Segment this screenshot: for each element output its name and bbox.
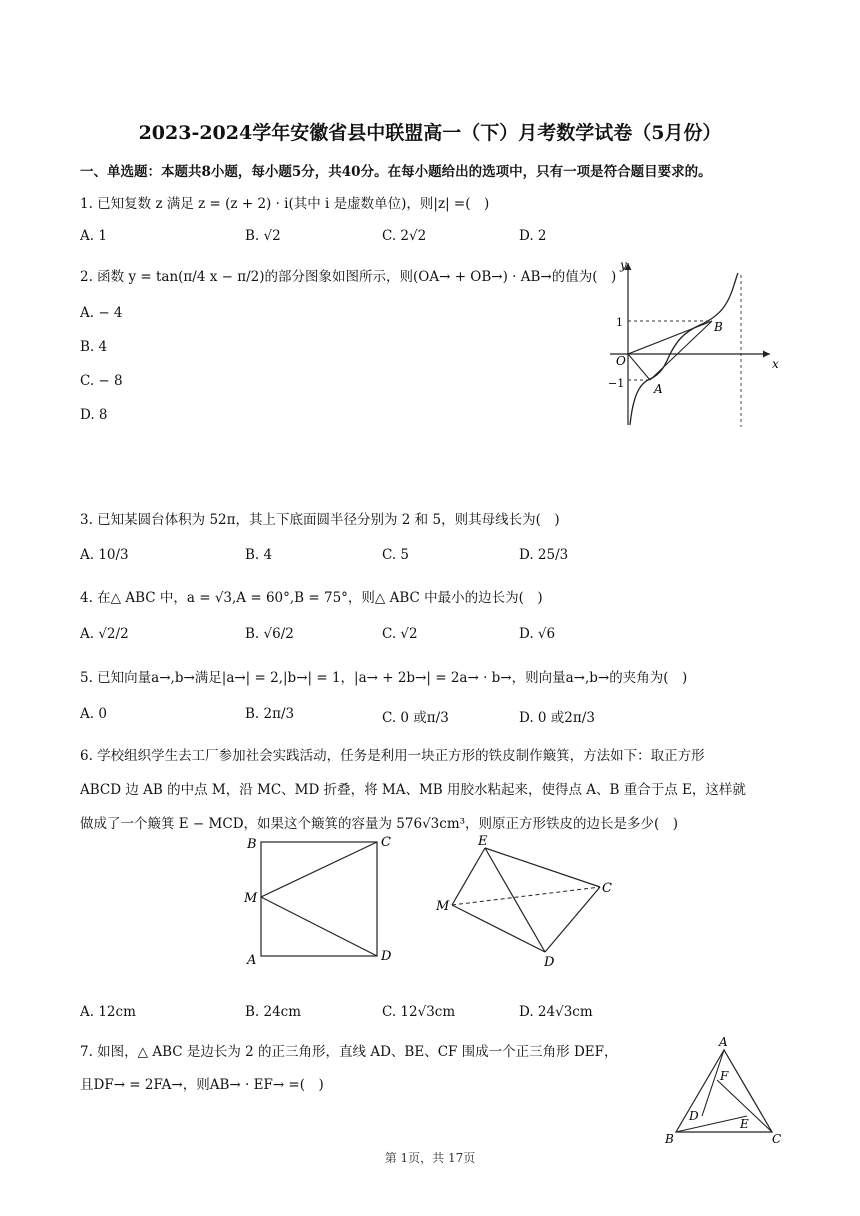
q5-option-d: D. 0 或2π/3 <box>519 710 595 726</box>
edge-mc-hidden <box>452 887 600 905</box>
tan-graph-figure <box>600 255 785 430</box>
q1-option-c: C. 2√2 <box>382 228 427 244</box>
q2-option-c: C. − 8 <box>80 373 123 389</box>
page-footer: 第 1页，共 17页 <box>384 1151 476 1165</box>
question-6-stem-line3: 做成了一个簸箕 E − MCD，如果这个簸箕的容量为 576√3cm³，则原正方形铁皮的边长是多少( ) <box>80 816 679 832</box>
tri-label-a: A <box>719 1035 728 1049</box>
point-b-label: B <box>714 320 723 334</box>
segment-ab <box>650 321 712 380</box>
pyramid-label-m: M <box>436 899 450 914</box>
square-abcd <box>261 842 377 956</box>
question-3-stem: 3. 已知某圆台体积为 52π，其上下底面圆半径分别为 2 和 5，则其母线长为( ) <box>80 512 560 528</box>
question-7-stem-line2: 且DF→ = 2FA→，则AB→ · EF→ =( ) <box>80 1077 324 1093</box>
pyramid-label-c: C <box>602 881 612 896</box>
q3-option-a: A. 10/3 <box>80 547 129 563</box>
origin-label: O <box>616 354 626 368</box>
q1-option-d: D. 2 <box>519 228 547 244</box>
question-5-stem: 5. 已知向量a→,b→满足|a→| = 2,|b→| = 1，|a→ + 2b→| = 2a→ · b→，则向量a→,b→的夹角为( ) <box>80 670 688 686</box>
question-7-stem-line1: 7. 如图，△ ABC 是边长为 2 的正三角形，直线 AD、BE、CF 围成一个正三角形 DEF， <box>80 1044 618 1060</box>
segment-md <box>261 897 377 956</box>
tan-curve <box>630 273 738 425</box>
q2-option-d: D. 8 <box>80 407 108 423</box>
pyramid-label-e: E <box>478 834 488 849</box>
line-be <box>676 1116 747 1132</box>
q1-option-b: B. √2 <box>245 228 281 244</box>
tri-label-e: E <box>740 1117 749 1131</box>
y-axis-label: y <box>620 258 627 272</box>
q4-option-a: A. √2/2 <box>80 626 129 642</box>
question-1-stem: 1. 已知复数 z 满足 z = (z + 2) · i(其中 i 是虚数单位)，则|z| =( ) <box>80 196 490 212</box>
edge-dc <box>545 887 600 952</box>
q5-option-b: B. 2π/3 <box>245 706 295 722</box>
square-label-b: B <box>247 837 257 852</box>
edge-ec <box>485 848 600 887</box>
q3-option-c: C. 5 <box>382 547 410 563</box>
point-a-label: A <box>654 382 663 396</box>
q6-option-c: C. 12√3cm <box>382 1004 456 1020</box>
q5-option-a: A. 0 <box>80 706 107 722</box>
segment-oa <box>628 354 650 380</box>
section-heading: 一、单选题：本题共8小题，每小题5分，共40分。在每小题给出的选项中，只有一项是符合题目要求的。 <box>80 164 712 180</box>
tri-label-b: B <box>665 1132 674 1146</box>
q4-option-c: C. √2 <box>382 626 418 642</box>
segment-ob <box>628 321 712 354</box>
question-6-stem-line1: 6. 学校组织学生去工厂参加社会实践活动，任务是利用一块正方形的铁皮制作簸箕，方法如下：取正方形 <box>80 748 705 764</box>
triangle-figure <box>662 1032 787 1147</box>
q4-option-b: B. √6/2 <box>245 626 294 642</box>
q6-option-d: D. 24√3cm <box>519 1004 593 1020</box>
q3-option-d: D. 25/3 <box>519 547 569 563</box>
edge-me <box>452 848 485 905</box>
q3-option-b: B. 4 <box>245 547 273 563</box>
tick-one-label: 1 <box>616 316 623 329</box>
question-4-stem: 4. 在△ ABC 中，a = √3,A = 60°,B = 75°，则△ ABC 中最小的边长为( ) <box>80 590 543 606</box>
q1-option-a: A. 1 <box>80 228 107 244</box>
q2-option-a: A. − 4 <box>80 305 123 321</box>
x-axis-label: x <box>772 357 779 371</box>
q6-option-b: B. 24cm <box>245 1004 302 1020</box>
tri-label-d: D <box>689 1109 699 1123</box>
tri-label-c: C <box>772 1132 782 1146</box>
square-label-a: A <box>247 953 257 968</box>
segment-mc <box>261 842 377 897</box>
page-title: 2023-2024学年安徽省县中联盟高一（下）月考数学试卷（5月份） <box>138 122 722 144</box>
question-2-stem: 2. 函数 y = tan(π/4 x − π/2)的部分图象如图所示，则(OA→ + OB→) · AB→的值为( ) <box>80 269 617 285</box>
q5-option-c: C. 0 或π/3 <box>382 710 449 726</box>
tick-neg-one-label: −1 <box>608 377 625 390</box>
square-label-m: M <box>244 891 258 906</box>
square-label-c: C <box>381 835 391 850</box>
q4-option-d: D. √6 <box>519 626 556 642</box>
pyramid-label-d: D <box>544 955 555 970</box>
tri-label-f: F <box>720 1069 729 1083</box>
square-label-d: D <box>381 949 392 964</box>
question-6-stem-line2: ABCD 边 AB 的中点 M，沿 MC、MD 折叠，将 MA、MB 用胶水粘起来，使得点 A、B 重合于点 E，这样就 <box>80 782 746 798</box>
q6-option-a: A. 12cm <box>80 1004 136 1020</box>
q2-option-b: B. 4 <box>80 339 108 355</box>
dustpan-figure <box>240 832 630 972</box>
